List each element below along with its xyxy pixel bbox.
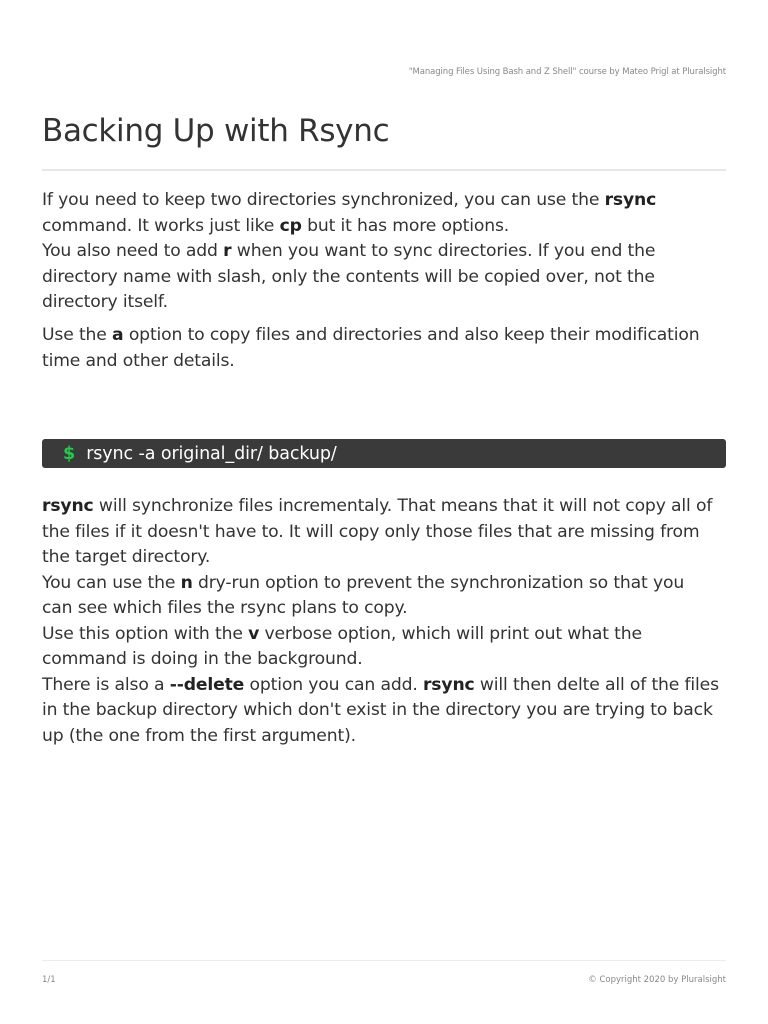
text-line: Use this option with the v verbose option, which will print out what the bbox=[42, 623, 642, 644]
keyword-rsync: rsync bbox=[42, 496, 94, 516]
copyright-notice: © Copyright 2020 by Pluralsight bbox=[588, 975, 726, 985]
text-line: You also need to add r when you want to sync directories. If you end the bbox=[42, 241, 656, 261]
text-line: directory name with slash, only the contents will be copied over, not the bbox=[42, 266, 655, 287]
keyword-v: v bbox=[248, 623, 260, 644]
footer-divider bbox=[42, 960, 726, 961]
page-title: Backing Up with Rsync bbox=[42, 113, 390, 149]
keyword-r: r bbox=[223, 241, 232, 261]
text-line: rsync will synchronize files incrementaly. That means that it will not copy all of bbox=[42, 496, 713, 516]
text-line: You can use the n dry-run option to prevent the synchronization so that you bbox=[42, 572, 685, 593]
keyword-cp: cp bbox=[279, 215, 302, 236]
title-divider bbox=[42, 169, 726, 171]
text-line: There is also a --delete option you can add. rsync will then delte all of the files bbox=[42, 674, 719, 695]
keyword-rsync: rsync bbox=[422, 674, 475, 695]
rsync-details-paragraph bbox=[42, 494, 732, 749]
keyword-n: n bbox=[180, 572, 193, 593]
text-line: in the backup directory which don't exist in the directory you are trying to back bbox=[42, 700, 713, 720]
keyword-a: a bbox=[112, 325, 124, 345]
code-block bbox=[42, 439, 726, 468]
intro-paragraph bbox=[42, 188, 732, 316]
shell-prompt: $ bbox=[63, 443, 76, 464]
keyword-rsync: rsync bbox=[604, 190, 657, 210]
text-line: If you need to keep two directories synchronized, you can use the rsync bbox=[42, 190, 657, 210]
course-attribution: "Managing Files Using Bash and Z Shell" course by Mateo Prigl at Pluralsight bbox=[408, 67, 726, 77]
text-line: the target directory. bbox=[42, 547, 211, 567]
text-line: Use the a option to copy files and directories and also keep their modification bbox=[42, 325, 700, 345]
text-line: can see which files the rsync plans to copy. bbox=[42, 598, 408, 618]
text-line: command. It works just like cp but it has more options. bbox=[42, 215, 510, 236]
code-command: rsync -a original_dir/ backup/ bbox=[86, 443, 337, 464]
keyword-delete: --delete bbox=[169, 674, 245, 695]
page-number: 1/1 bbox=[42, 975, 56, 985]
archive-option-paragraph bbox=[42, 323, 732, 374]
text-line: directory itself. bbox=[42, 292, 168, 312]
text-line: time and other details. bbox=[42, 350, 235, 371]
text-line: the files if it doesn't have to. It will copy only those files that are missing from bbox=[42, 521, 700, 542]
text-line: command is doing in the background. bbox=[42, 649, 363, 669]
text-line: up (the one from the first argument). bbox=[42, 725, 356, 746]
